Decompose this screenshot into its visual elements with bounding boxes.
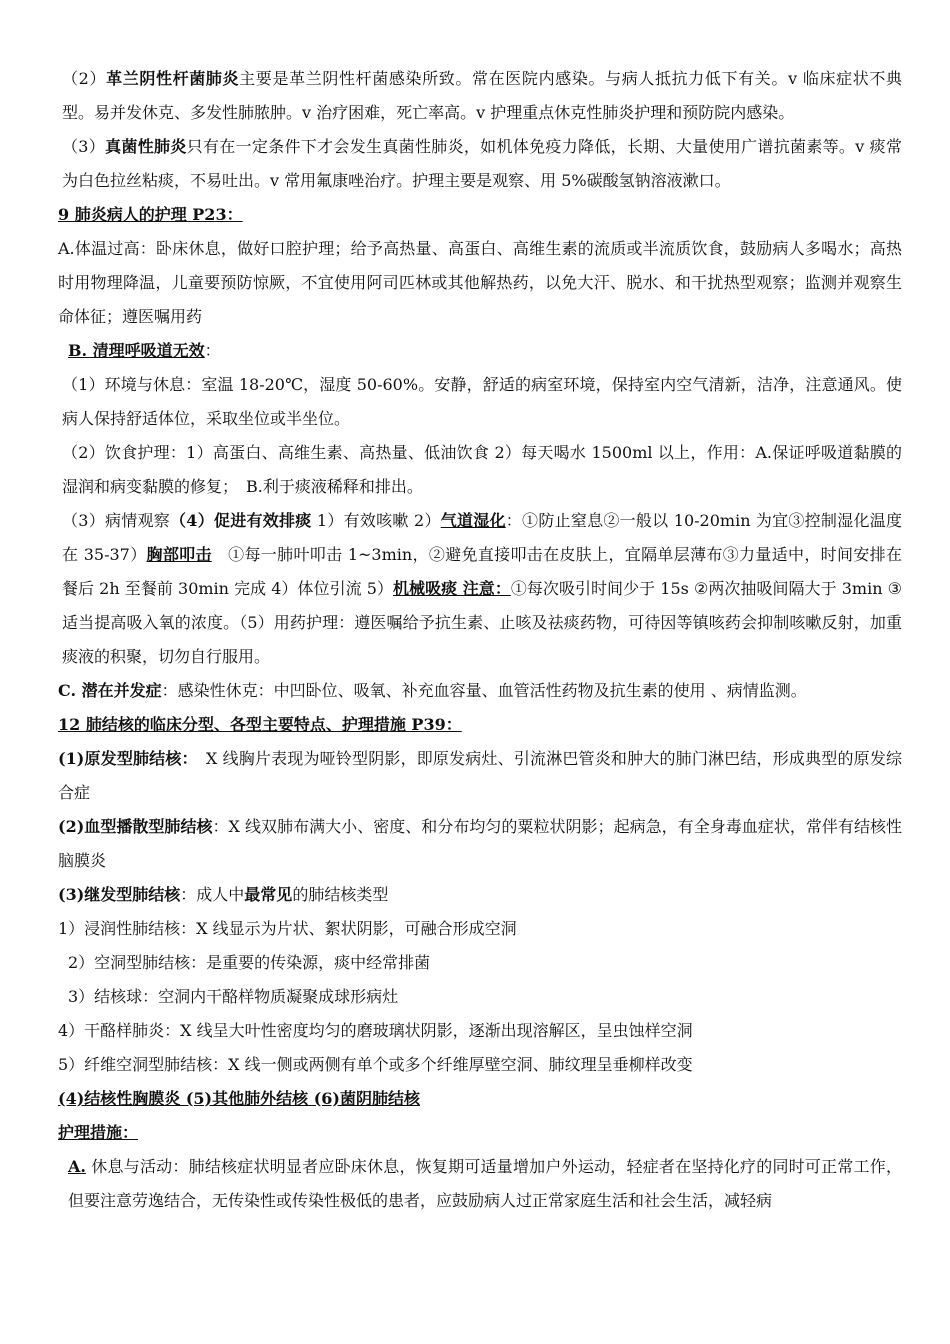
heading-pneumonia-care: 9 肺炎病人的护理 P23： [58, 205, 243, 224]
section-b-environment: （1）环境与休息：室温 18-20℃，湿度 50-60%。安静，舒适的病室环境，保持室内空气清新，洁净，注意通风。使病人保持舒适体位，采取坐位或半坐位。 [62, 375, 902, 428]
tb-disseminated [58, 810, 902, 878]
obs-sputum-heading: （4）促进有效排痰 [170, 511, 312, 530]
tb-primary [58, 742, 902, 810]
obs-text-5: ：①防止窒息②一般以 10-20min 为宜③控制湿化温度在 35-37） [62, 511, 902, 564]
para-fungal-pneumonia [58, 130, 902, 198]
obs-text-1: （3）病情观察 [62, 511, 171, 530]
list-item: 5）纤维空洞型肺结核：X 线一侧或两侧有单个或多个纤维厚壁空洞、肺纹理呈垂柳样改变 [58, 1055, 693, 1074]
section-b-heading [58, 334, 902, 368]
list-item: 1）浸润性肺结核：X 线显示为片状、絮状阴影，可融合形成空洞 [58, 919, 517, 938]
para-text: 只有在一定条件下才会发生真菌性肺炎，如机体免疫力降低，长期、大量使用广谱抗菌素等。v 痰常为白色拉丝粘痰，不易吐出。v 常用氟康唑治疗。护理主要是观察、用 5%碳酸氢钠溶液漱口。 [62, 137, 902, 190]
term-fungal-pneumonia: 真菌性肺炎 [105, 137, 187, 156]
obs-text-3: 1）有效咳嗽 2） [311, 511, 441, 530]
tb-disseminated-label: (2)血型播散型肺结核 [58, 817, 213, 836]
para-number: （2） [62, 69, 107, 88]
term-gram-negative-pneumonia: 革兰阴性杆菌肺炎 [106, 69, 240, 88]
section-a-fever: A.体温过高：卧床休息，做好口腔护理；给予高热量、高蛋白、高维生素的流质或半流质饮食，鼓励病人多喝水；高热时用物理降温，儿童要预防惊厥，不宜使用阿司匹林或其他解热药，以免大汗、脱水、和干扰热型观察；监测并观察生命体征；遵医嘱用药 [58, 239, 902, 326]
tb-secondary-label: (3)继发型肺结核 [58, 885, 181, 904]
tb-primary-text: X 线胸片表现为哑铃型阴影，即原发病灶、引流淋巴管炎和肿大的肺门淋巴结，形成典型的原发综合症 [58, 749, 902, 802]
care-a-rest [58, 1150, 902, 1218]
para-text: 主要是革兰阴性杆菌感染所致。常在医院内感染。与病人抵抗力低下有关。v 临床症状不典型。易并发休克、多发性肺脓肿。v 治疗困难，死亡率高。v 护理重点休克性肺炎护理和预防院内感染。 [62, 69, 902, 122]
section-b-colon: ： [204, 341, 221, 360]
section-c-label: C. 潜在并发症 [58, 681, 162, 700]
heading-tuberculosis: 12 肺结核的临床分型、各型主要特点、护理措施 P39： [58, 715, 462, 734]
tb-other-types: (4)结核性胸膜炎 (5)其他肺外结核 (6)菌阴肺结核 [58, 1089, 420, 1108]
obs-humidification: 气道湿化 [440, 511, 506, 530]
section-c-complication [58, 674, 902, 708]
care-a-label: A. [68, 1157, 86, 1176]
tb-secondary-emph: 最常见 [244, 885, 293, 904]
para-gram-negative-pneumonia [58, 62, 902, 130]
para-number: （3） [62, 137, 106, 156]
list-item: 2）空洞型肺结核：是重要的传染源，痰中经常排菌 [68, 953, 431, 972]
tb-secondary-post: 的肺结核类型 [292, 885, 389, 904]
care-heading: 护理措施： [58, 1123, 139, 1142]
obs-suction-note: 机械吸痰 注意： [393, 579, 511, 598]
obs-chest-percussion: 胸部叩击 [146, 545, 212, 564]
section-c-text: ：感染性休克：中凹卧位、吸氧、补充血容量、血管活性药物及抗生素的使用 、病情监测。 [161, 681, 807, 700]
section-b-title: B. 清理呼吸道无效 [68, 341, 205, 360]
section-b-diet: （2）饮食护理：1）高蛋白、高维生素、高热量、低油饮食 2）每天喝水 1500ml 以上，作用：A.保证呼吸道黏膜的湿润和病变黏膜的修复； B.利于痰液稀释和排出。 [62, 443, 902, 496]
list-item: 4）干酪样肺炎：X 线呈大叶性密度均匀的磨玻璃状阴影，逐渐出现溶解区，呈虫蚀样空洞 [58, 1021, 693, 1040]
list-item: 3）结核球：空洞内干酪样物质凝聚成球形病灶 [68, 987, 399, 1006]
tb-primary-label: (1)原发型肺结核： [58, 749, 190, 768]
tb-secondary-pre: ：成人中 [180, 885, 245, 904]
obs-text-9: ①每次吸引时间少于 15s ②两次抽吸间隔大于 3min ③适当提高吸入氧的浓度。（5）用药护理：遵医嘱给予抗生素、止咳及祛痰药物，可待因等镇咳药会抑制咳嗽反射，加重痰液的积聚，切勿自行服用。 [62, 579, 902, 666]
care-a-text: 休息与活动：肺结核症状明显者应卧床休息，恢复期可适量增加户外运动，轻症者在坚持化疗的同时可正常工作，但要注意劳逸结合，无传染性或传染性极低的患者，应鼓励病人过正常家庭生活和社会生活，减轻病 [68, 1157, 902, 1210]
tb-disseminated-text: ：X 线双肺布满大小、密度、和分布均匀的粟粒状阴影；起病急，有全身毒血症状，常伴有结核性脑膜炎 [58, 817, 902, 870]
section-b-observation [58, 504, 902, 674]
tb-secondary [58, 878, 902, 912]
obs-text-7: ①每一肺叶叩击 1~3min，②避免直接叩击在皮肤上，宜隔单层薄布③力量适中，时间安排在餐后 2h 至餐前 30min 完成 4）体位引流 5） [62, 545, 902, 598]
